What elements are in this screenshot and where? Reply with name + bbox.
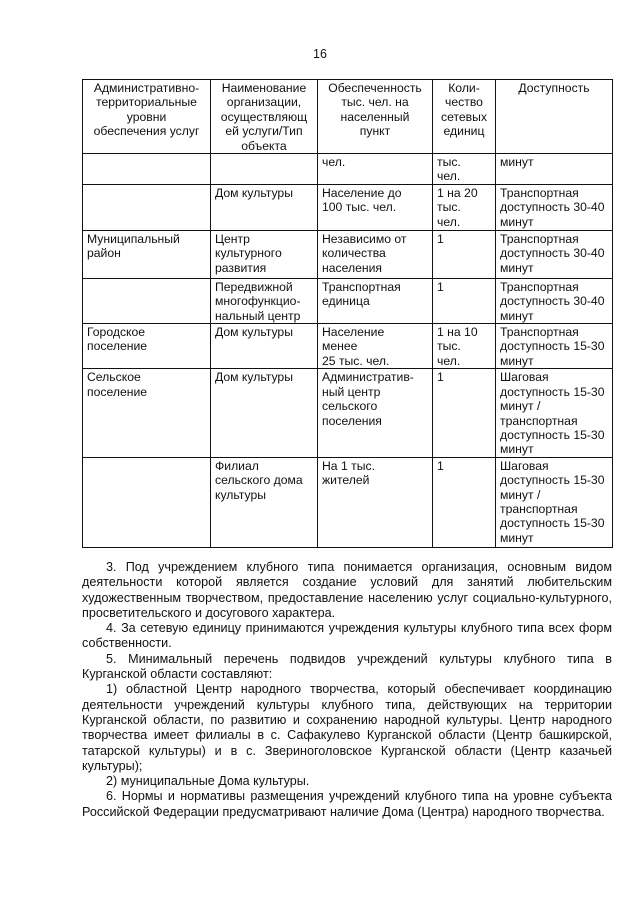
culture-norms-table	[82, 79, 613, 548]
table-cell: Транспортная доступность 15-30 минут	[496, 324, 613, 369]
table-row	[83, 154, 613, 185]
table-cell: Шаговая доступность 15-30 минут / транспортная доступность 15-30 минут	[496, 369, 613, 457]
table-cell: Транспортная доступность 30-40 минут	[496, 278, 613, 323]
table-row	[83, 324, 613, 369]
table-cell: Транспортная доступность 30-40 минут	[496, 230, 613, 278]
table-cell: Сельское поселение	[83, 369, 211, 457]
table-cell: Муниципальный район	[83, 230, 211, 278]
body-text	[82, 560, 612, 820]
paragraph-3: 3. Под учреждением клубного типа понимается организация, основным видом деятельности которой является создание условий для занятий любительским художественным творчеством, предоставление населению услуг социально-культурного, просветительского и досугового характера.	[82, 560, 612, 620]
header-organization-name: Наименование организации, осуществляющ ей услуги/Тип объекта	[211, 80, 318, 154]
table-cell: Дом культуры	[211, 324, 318, 369]
header-admin-level: Административно- территориальные уровни обеспечения услуг	[83, 80, 211, 154]
table-cell: минут	[496, 154, 613, 185]
table-cell: Население менее 25 тыс. чел.	[318, 324, 433, 369]
paragraph-5-item-1: 1) областной Центр народного творчества, который обеспечивает координацию деятельности учреждений культуры клубного типа, действующих на территории Курганской области, по развитию и сохранению народной культуры. Центр народного творчества имеет филиалы в с. Сафакулево Курганской области (Центр башкирской, татарской культуры) и в с. Звериноголовское Курганской области (Центр казачьей культуры);	[82, 682, 612, 773]
table-cell: 1	[433, 230, 496, 278]
table-cell: Шаговая доступность 15-30 минут / транспортная доступность 15-30 минут	[496, 457, 613, 547]
table-cell	[83, 184, 211, 230]
table-cell: Транспортная доступность 30-40 минут	[496, 184, 613, 230]
page-number: 16	[313, 47, 327, 61]
table-row	[83, 230, 613, 278]
header-provision: Обеспеченность тыс. чел. на населенный пункт	[318, 80, 433, 154]
table-cell: чел.	[318, 154, 433, 185]
table-row	[83, 369, 613, 457]
table-cell: Филиал сельского дома культуры	[211, 457, 318, 547]
table-cell: тыс. чел.	[433, 154, 496, 185]
paragraph-4: 4. За сетевую единицу принимаются учреждения культуры клубного типа всех форм собственности.	[82, 621, 612, 651]
table-cell: Центр культурного развития	[211, 230, 318, 278]
paragraph-6: 6. Нормы и нормативы размещения учреждений клубного типа на уровне субъекта Российской Федерации предусматривают наличие Дома (Центра) народного творчества.	[82, 789, 612, 819]
table-cell: Население до 100 тыс. чел.	[318, 184, 433, 230]
table-header-row	[83, 80, 613, 154]
paragraph-5: 5. Минимальный перечень подвидов учреждений культуры клубного типа в Курганской области составляют:	[82, 651, 612, 682]
table-cell: 1	[433, 278, 496, 323]
table-cell: Административ- ный центр сельского поселения	[318, 369, 433, 457]
table-cell: Городское поселение	[83, 324, 211, 369]
table-cell: Независимо от количества населения	[318, 230, 433, 278]
table-cell	[211, 154, 318, 185]
table-cell: Дом культуры	[211, 184, 318, 230]
paragraph-5-item-2: 2) муниципальные Дома культуры.	[106, 774, 310, 789]
table-cell	[83, 154, 211, 185]
table-cell: Транспортная единица	[318, 278, 433, 323]
table-cell: 1 на 10 тыс. чел.	[433, 324, 496, 369]
table-cell: На 1 тыс. жителей	[318, 457, 433, 547]
table-cell: Передвижной многофункцио- нальный центр	[211, 278, 318, 323]
table-row	[83, 457, 613, 547]
table-cell: 1 на 20 тыс. чел.	[433, 184, 496, 230]
header-accessibility: Доступность	[496, 80, 613, 154]
table-row	[83, 278, 613, 323]
table-row	[83, 184, 613, 230]
header-network-units: Коли- чество сетевых единиц	[433, 80, 496, 154]
table-cell: 1	[433, 369, 496, 457]
table-cell: 1	[433, 457, 496, 547]
table-cell	[83, 457, 211, 547]
table-cell: Дом культуры	[211, 369, 318, 457]
table-cell	[83, 278, 211, 323]
